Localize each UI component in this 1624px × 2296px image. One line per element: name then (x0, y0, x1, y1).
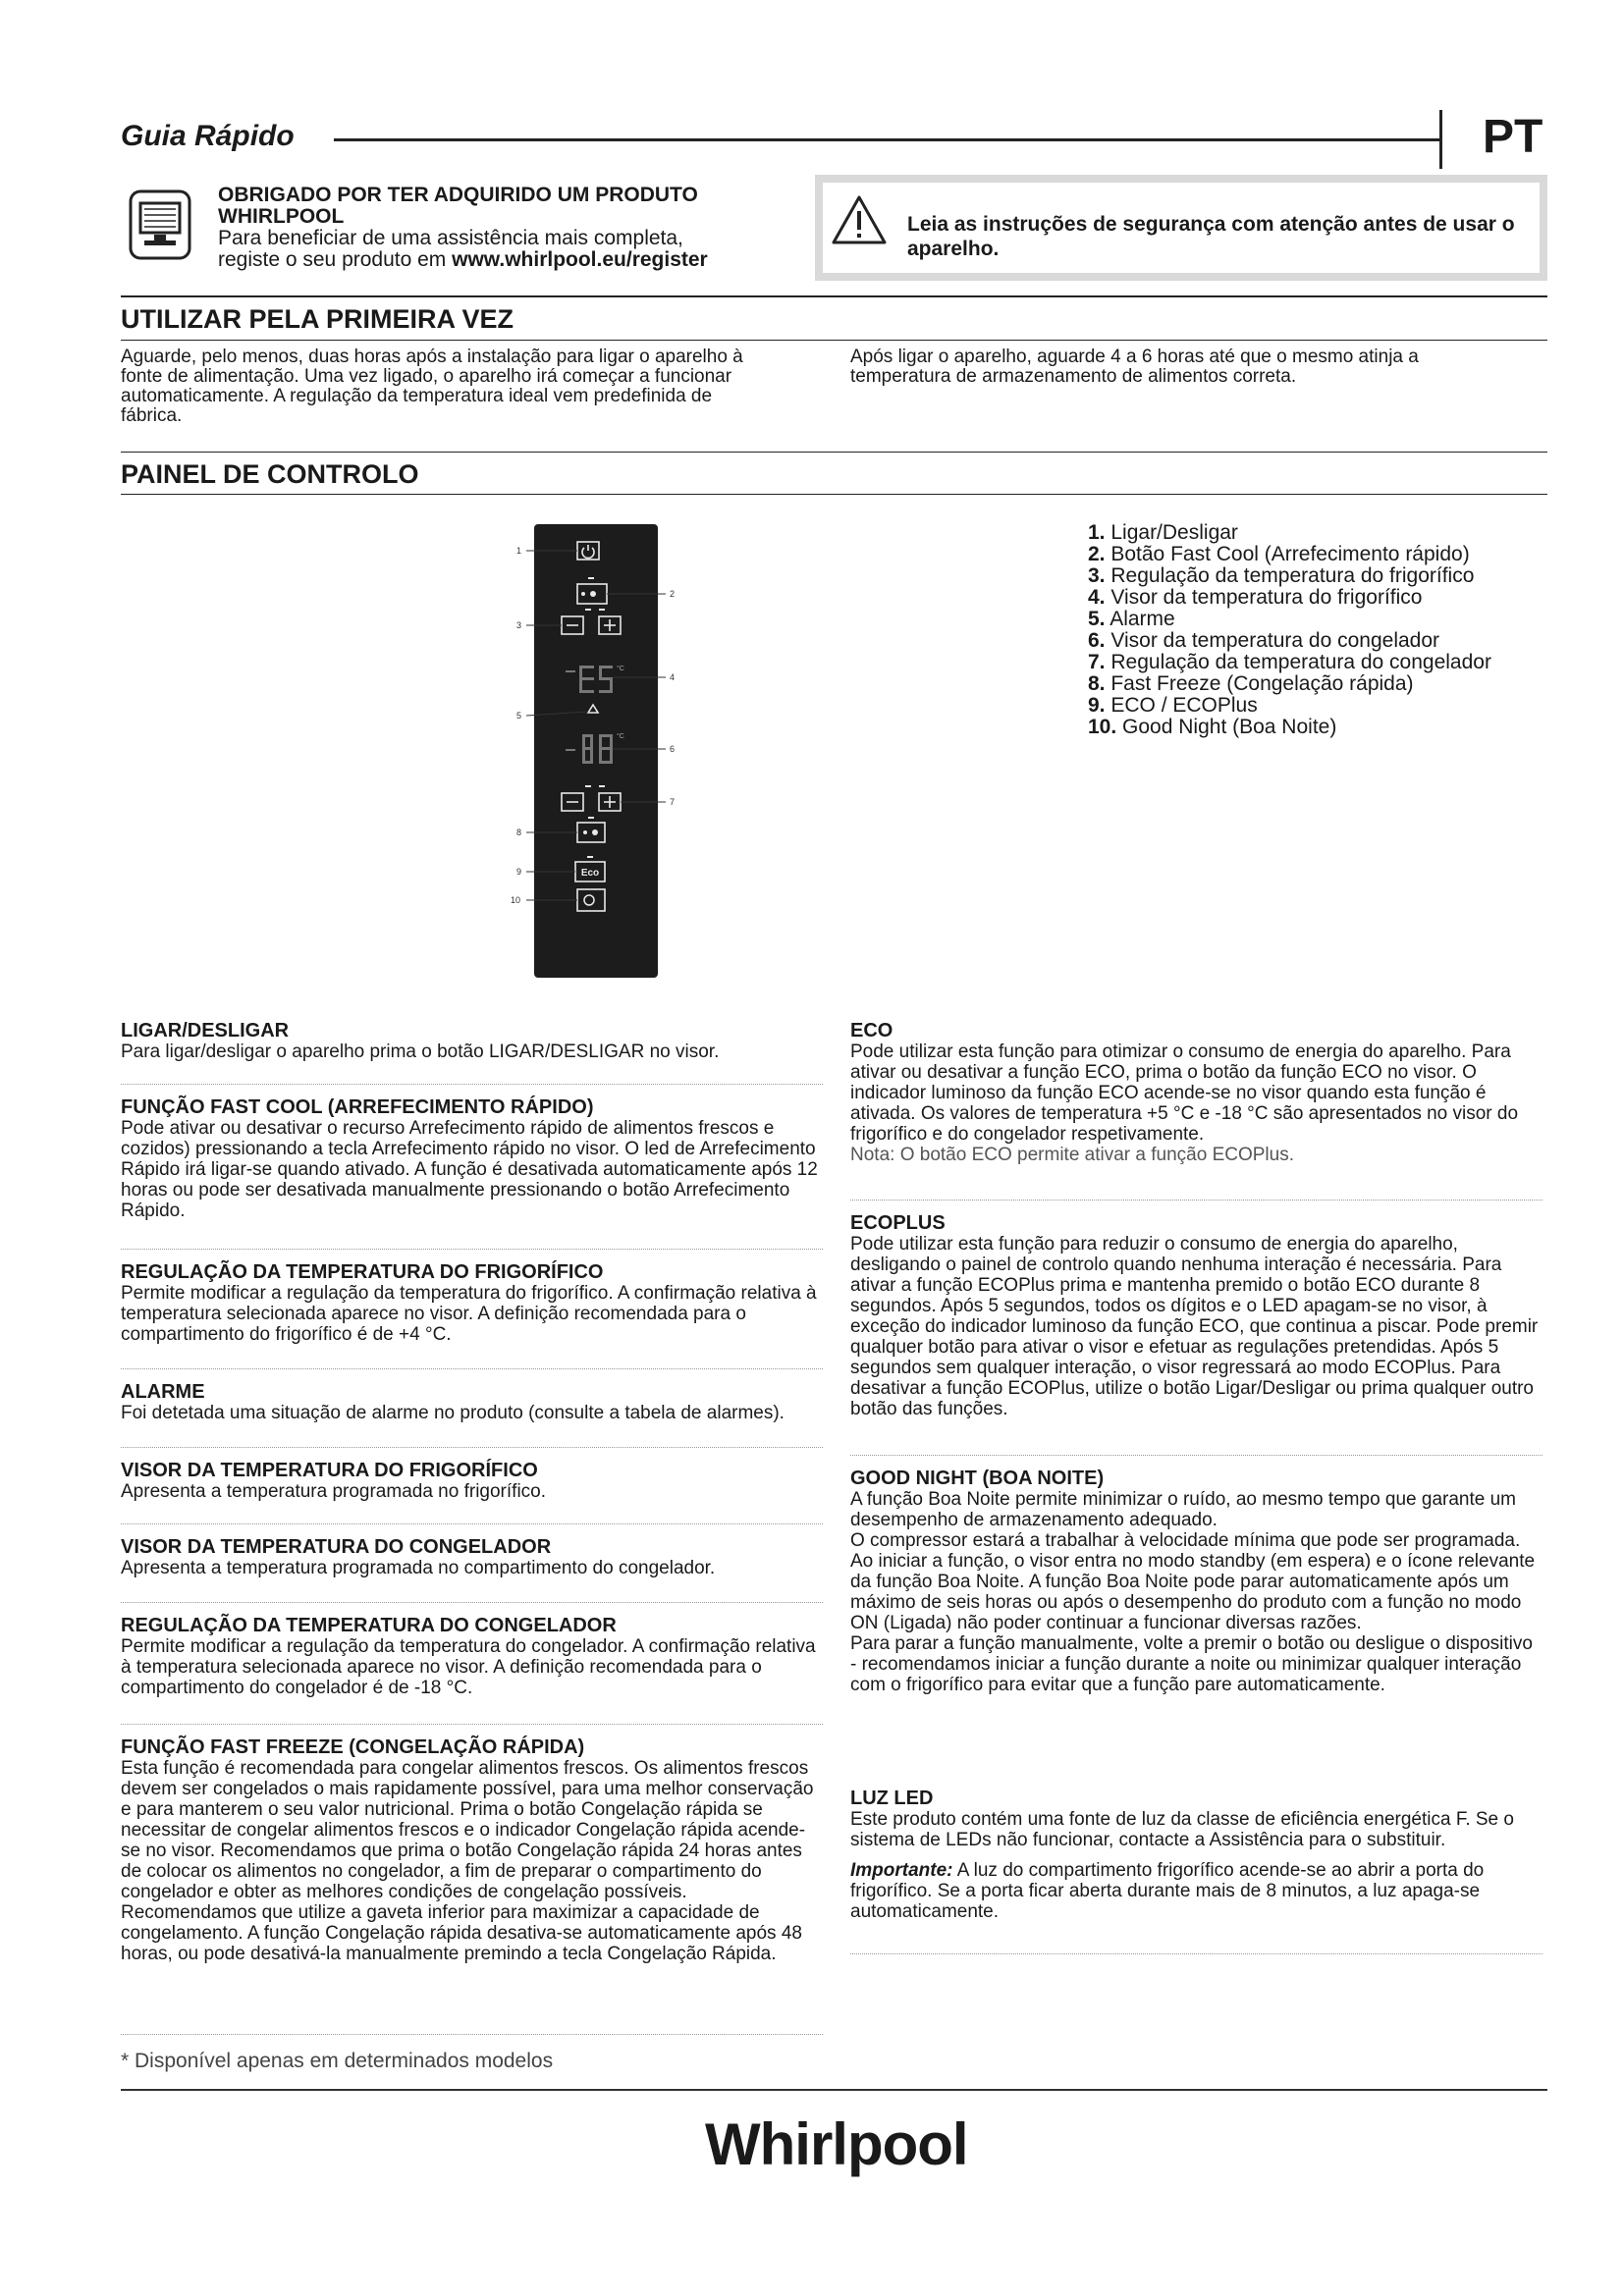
callout-10: 10 (511, 895, 521, 905)
svg-text:°C: °C (617, 666, 624, 672)
section-alarm: ALARME Foi detetada uma situação de alarme no produto (consulte a tabela de alarmes). (121, 1381, 785, 1423)
section-rule (121, 340, 1547, 341)
callout-1: 1 (516, 546, 522, 556)
list-item: 1. Ligar/Desligar (1088, 521, 1238, 544)
register-line2: registe o seu produto em (218, 248, 453, 271)
header-tick (1439, 110, 1442, 169)
divider (121, 1368, 823, 1369)
divider (850, 1455, 1543, 1456)
section-fast-cool: FUNÇÃO FAST COOL (ARREFECIMENTO RÁPIDO) Pode ativar ou desativar o recurso Arrefecimento rápido de alimentos frescos e cozidos) pressionando a tecla Arrefecimento rápido no visor. O led de Arrefecimento Rápido irá ligar-se quando ativado. A função é desativada automaticamente após 12 horas ou pode ser desativada manualmente pressionando o botão Arrefecimento Rápido. (121, 1096, 818, 1221)
register-title: OBRIGADO POR TER ADQUIRIDO UM PRODUTO WHIRLPOOL (218, 184, 698, 228)
section-good-night: GOOD NIGHT (BOA NOITE) A função Boa Noite permite minimizar o ruído, ao mesmo tempo que garante um desempenho de armazenamento adequado. O compressor estará a trabalhar à velocidade mínima que pode ser programada. Ao iniciar a função, o visor entra no modo standby (em espera) e o ícone relevante da função Boa Noite. A função Boa Noite pode parar automaticamente após um máximo de seis horas ou após o desempenho do produto com a função no modo ON (Ligada) não poder continuar a funcionar diversas razões. Para parar a função manualmente, volte a premir o botão ou desligue o dispositivo - recomendamos iniciar a função durante a noite ou minimizar qualquer interação com o frigorífico para evitar que a função pare automaticamente. (850, 1468, 1536, 1695)
language-code: PT (1483, 111, 1543, 163)
eco-note: Nota: O botão ECO permite ativar a função ECOPlus. (850, 1145, 1294, 1165)
callout-8: 8 (516, 828, 522, 837)
section-led: LUZ LED Este produto contém uma fonte de luz da classe de eficiência energética F. Se o sistema de LEDs não funcionar, contacte a Assistência para o substituir. Importante: A luz do compartimento frigorífico acende-se ao abrir a porta do frigorífico. Se a porta ficar aberta durante mais de 8 minutos, a luz apaga-se automaticamente. (850, 1788, 1514, 1922)
section-freezer-temp-display: VISOR DA TEMPERATURA DO CONGELADOR Apresenta a temperatura programada no compartimento do congelador. (121, 1536, 716, 1578)
header-rule (334, 138, 1441, 141)
section-power: LIGAR/DESLIGAR Para ligar/desligar o aparelho prima o botão LIGAR/DESLIGAR no visor. (121, 1020, 720, 1062)
callout-3: 3 (516, 620, 522, 630)
list-item: 7. Regulação da temperatura do congelador (1088, 651, 1491, 673)
register-link[interactable]: www.whirlpool.eu/register (452, 248, 708, 271)
divider (850, 1953, 1543, 1954)
section-fridge-temp-display: VISOR DA TEMPERATURA DO FRIGORÍFICO Apresenta a temperatura programada no frigorífico. (121, 1460, 547, 1502)
list-item: 5. Alarme (1088, 608, 1175, 630)
list-item: 3. Regulação da temperatura do frigorífico (1088, 564, 1475, 587)
footnote: * Disponível apenas em determinados modelos (121, 2050, 554, 2072)
divider (121, 1249, 823, 1250)
safety-text: Leia as instruções de segurança com atenção antes de usar o aparelho. (907, 213, 1515, 260)
register-notice (218, 185, 807, 271)
divider (121, 1447, 823, 1448)
divider (121, 2034, 823, 2035)
divider (121, 1084, 823, 1085)
section-fast-freeze: FUNÇÃO FAST FREEZE (CONGELAÇÃO RÁPIDA) Esta função é recomendada para congelar alimentos frescos. Os alimentos frescos devem ser congelados o mais rapidamente possível, para uma melhor conservação e para manterem o seu valor nutricional. Prima o botão Congelação rápida se necessitar de congelar alimentos frescos e o indicador Congelação rápida acende-se no visor. Recomendamos que prima o botão Congelação rápida 24 horas antes de colocar os alimentos no congelador, a fim de preparar o compartimento do congelador e obter as melhores condições de congelação possíveis. Recomendamos que utilize a gaveta inferior para maximizar a capacidade de congelamento. A função Congelação rápida desativa-se automaticamente após 48 horas, ou pode desativá-la manualmente premindo a tecla Congelação Rápida. (121, 1736, 814, 1964)
section-freezer-temp-setting: REGULAÇÃO DA TEMPERATURA DO CONGELADOR Permite modificar a regulação da temperatura do congelador. A confirmação relativa à temperatura selecionada aparece no visor. A definição recomendada para o compartimento do congelador é de -18 °C. (121, 1615, 816, 1698)
section-eco: ECO Pode utilizar esta função para otimizar o consumo de energia do aparelho. Para ativar ou desativar a função ECO, prima o botão da função ECO no visor. O indicador luminoso da função ECO acende-se no visor quando esta função é ativada. Os valores de temperatura +5 °C e -18 °C são apresentados no visor do frigorífico e do congelador respetivamente. Nota: O botão ECO permite ativar a função ECOPlus. (850, 1021, 1543, 1165)
callout-6: 6 (670, 744, 676, 754)
register-line1: Para beneficiar de uma assistência mais completa, (218, 227, 683, 249)
monitor-icon (129, 189, 191, 260)
eco-button-label: Eco (580, 868, 600, 879)
callout-4: 4 (670, 672, 676, 682)
first-use-left: Aguarde, pelo menos, duas horas após a instalação para ligar o aparelho à fonte de alimentação. Uma vez ligado, o aparelho irá começar a funcionar automaticamente. A regulação da temperatura ideal vem predefinida de fábrica. (121, 347, 743, 426)
svg-text:°C: °C (617, 733, 624, 740)
list-item: 10. Good Night (Boa Noite) (1088, 716, 1337, 738)
list-item: 8. Fast Freeze (Congelação rápida) (1088, 672, 1414, 695)
safety-box (815, 175, 1547, 281)
callout-5: 5 (516, 711, 522, 721)
divider (850, 1200, 1543, 1201)
warning-icon (831, 194, 888, 245)
callout-7: 7 (670, 797, 676, 807)
list-item: 9. ECO / ECOPlus (1088, 694, 1258, 717)
list-item: 4. Visor da temperatura do frigorífico (1088, 586, 1423, 609)
section-ecoplus: ECOPLUS Pode utilizar esta função para reduzir o consumo de energia do aparelho, desligando o painel de controlo quando nenhuma interação é necessária. Para ativar a função ECOPlus prima e mantenha premido o botão ECO durante 8 segundos. Após 5 segundos, todos os dígitos e o LED apagam-se no visor, à exceção do indicador luminoso da função ECO, que continua a piscar. Pode premir qualquer botão para ativar o visor e efetuar as regulações pretendidas. Após 5 segundos sem qualquer interação, o visor regressará ao modo ECOPlus. Para desativar a função ECOPlus, utilize o botão Ligar/Desligar ou prima qualquer outro botão das funções. (850, 1212, 1539, 1419)
first-use-title: UTILIZAR PELA PRIMEIRA VEZ (121, 304, 514, 334)
important-label: Importante: (850, 1860, 953, 1881)
list-item: 2. Botão Fast Cool (Arrefecimento rápido) (1088, 543, 1470, 565)
divider (121, 1602, 823, 1603)
callout-2: 2 (670, 589, 676, 599)
whirlpool-logo: Whirlpool (705, 2111, 968, 2177)
control-panel-legend (1088, 522, 1549, 738)
control-panel-title: PAINEL DE CONTROLO (121, 459, 419, 489)
divider (121, 1523, 823, 1524)
section-rule (121, 452, 1547, 453)
first-use-right: Após ligar o aparelho, aguarde 4 a 6 horas até que o mesmo atinja a temperatura de armazenamento de alimentos correta. (850, 347, 1419, 387)
section-fridge-temp-setting: REGULAÇÃO DA TEMPERATURA DO FRIGORÍFICO Permite modificar a regulação da temperatura do frigorífico. A confirmação relativa à temperatura selecionada aparece no visor. A definição recomendada para o compartimento do frigorífico é de +4 °C. (121, 1261, 817, 1345)
section-rule (121, 494, 1547, 495)
section-rule (121, 295, 1547, 297)
guide-title: Guia Rápido (121, 120, 295, 152)
callout-9: 9 (516, 867, 522, 877)
control-panel-diagram (491, 520, 707, 982)
divider (121, 1724, 823, 1725)
list-item: 6. Visor da temperatura do congelador (1088, 629, 1440, 652)
footer-rule (121, 2089, 1547, 2091)
